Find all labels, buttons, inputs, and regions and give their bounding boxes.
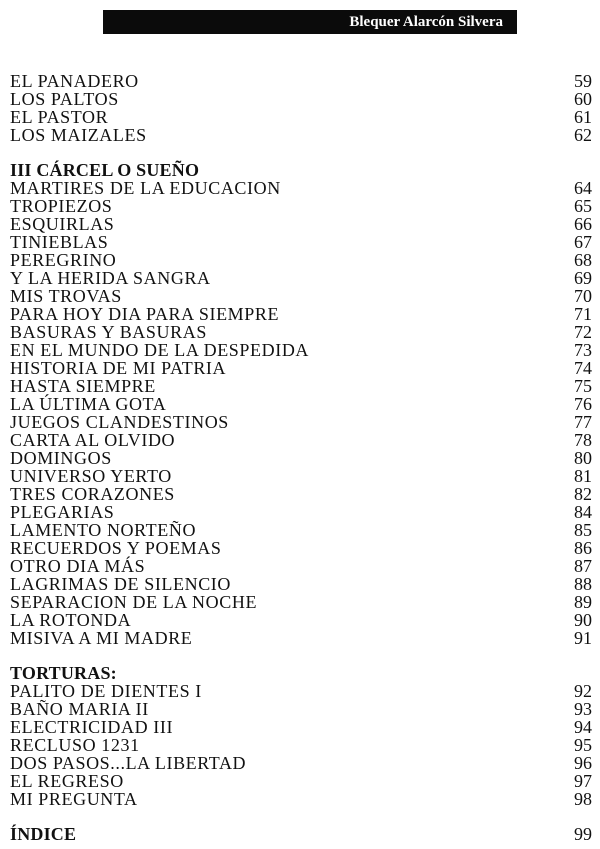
toc-entry[interactable] [10,611,592,629]
toc-entry-title: LAGRIMAS DE SILENCIO [10,574,231,594]
toc-entry[interactable] [10,215,592,233]
toc-entry-page: 71 [574,304,592,324]
toc-entry-page: 87 [574,556,592,576]
section-spacer [10,808,592,825]
toc-entry-title: EL REGRESO [10,771,124,791]
toc-entry-page: 68 [574,250,592,270]
toc-entry-title: PLEGARIAS [10,502,115,522]
toc-entry[interactable] [10,539,592,557]
toc-entry-title: MISIVA A MI MADRE [10,628,193,648]
toc-entry-page: 75 [574,376,592,396]
toc-entry[interactable] [10,718,592,736]
toc-entry-title: CARTA AL OLVIDO [10,430,176,450]
toc-entry-page: 95 [574,735,592,755]
toc-entry-page: 66 [574,214,592,234]
toc-entry-page: 93 [574,699,592,719]
toc-entry-title: RECLUSO 1231 [10,735,140,755]
toc-entry[interactable] [10,359,592,377]
toc-entry-title: HISTORIA DE MI PATRIA [10,358,227,378]
toc-entry-page: 80 [574,448,592,468]
toc-entry-title: Y LA HERIDA SANGRA [10,268,211,288]
toc-entry-title: EL PASTOR [10,107,109,127]
toc-entry-page: 98 [574,789,592,809]
toc-entry[interactable] [10,503,592,521]
toc-entry-title: TINIEBLAS [10,232,109,252]
toc-index-title: ÍNDICE [10,824,77,844]
toc-entry-page: 62 [574,125,592,145]
toc-entry-page: 65 [574,196,592,216]
toc-entry-title: TRES CORAZONES [10,484,175,504]
toc-entry-page: 96 [574,753,592,773]
toc-entry[interactable] [10,126,592,144]
toc-entry[interactable] [10,736,592,754]
toc-entry-page: 85 [574,520,592,540]
toc-entry[interactable] [10,790,592,808]
toc-entry-title: MI PREGUNTA [10,789,138,809]
toc-entry-title: PARA HOY DIA PARA SIEMPRE [10,304,280,324]
toc-entry-title: TROPIEZOS [10,196,113,216]
toc-entry-title: RECUERDOS Y POEMAS [10,538,222,558]
toc-entry[interactable] [10,521,592,539]
toc-entry[interactable] [10,629,592,647]
toc-entry-title: LA ROTONDA [10,610,132,630]
toc-entry[interactable] [10,233,592,251]
toc-entry-title: OTRO DIA MÁS [10,556,146,576]
toc-entry-title: SEPARACION DE LA NOCHE [10,592,258,612]
toc-entry-title: JUEGOS CLANDESTINOS [10,412,229,432]
toc-entry[interactable] [10,467,592,485]
toc-entry-page: 81 [574,466,592,486]
toc-entry[interactable] [10,341,592,359]
toc-entry-page: 73 [574,340,592,360]
toc-entry[interactable] [10,395,592,413]
toc-entry-page: 86 [574,538,592,558]
toc-entry-page: 72 [574,322,592,342]
toc-entry[interactable] [10,72,592,90]
toc-entry[interactable] [10,269,592,287]
toc-entry-page: 61 [574,107,592,127]
toc-entry-page: 88 [574,574,592,594]
toc-entry[interactable] [10,251,592,269]
toc-entry-page: 77 [574,412,592,432]
toc-entry[interactable] [10,431,592,449]
toc-entry-title: EL PANADERO [10,71,139,91]
toc-entry[interactable] [10,90,592,108]
toc-entry[interactable] [10,197,592,215]
toc-entry-title: LOS PALTOS [10,89,119,109]
toc-entry-title: LAMENTO NORTEÑO [10,520,197,540]
toc-entry-title: BAÑO MARIA II [10,699,149,719]
toc-entry-title: BASURAS Y BASURAS [10,322,207,342]
toc-entry[interactable] [10,179,592,197]
toc-entry[interactable] [10,108,592,126]
toc-entry-title: EN EL MUNDO DE LA DESPEDIDA [10,340,310,360]
toc-entry[interactable] [10,557,592,575]
toc-entry-title: LOS MAIZALES [10,125,147,145]
toc-entry-page: 60 [574,89,592,109]
toc-entry-index[interactable] [10,825,592,843]
toc-entry-title: UNIVERSO YERTO [10,466,172,486]
section-spacer [10,647,592,664]
author-name: Blequer Alarcón Silvera [349,14,503,30]
toc-entry-title: ELECTRICIDAD III [10,717,174,737]
toc-entry[interactable] [10,772,592,790]
toc-entry[interactable] [10,377,592,395]
toc-entry[interactable] [10,593,592,611]
toc-entry-title: LA ÚLTIMA GOTA [10,394,167,414]
toc-entry-page: 97 [574,771,592,791]
toc-entry-page: 78 [574,430,592,450]
toc-entry-page: 70 [574,286,592,306]
toc-entry[interactable] [10,575,592,593]
section-heading: III CÁRCEL O SUEÑO [10,160,200,180]
toc-entry[interactable] [10,449,592,467]
toc-entry[interactable] [10,682,592,700]
toc-entry-page: 94 [574,717,592,737]
toc-entry[interactable] [10,323,592,341]
running-header [103,10,517,34]
toc-entry[interactable] [10,754,592,772]
toc-entry[interactable] [10,413,592,431]
table-of-contents [10,72,592,843]
toc-entry-page: 59 [574,71,592,91]
toc-entry-page: 82 [574,484,592,504]
toc-entry[interactable] [10,485,592,503]
toc-entry[interactable] [10,287,592,305]
toc-entry-page: 91 [574,628,592,648]
toc-entry-title: PALITO DE DIENTES I [10,681,202,701]
toc-entry-title: PEREGRINO [10,250,117,270]
section-spacer [10,144,592,161]
toc-entry-page: 74 [574,358,592,378]
toc-entry-page: 90 [574,610,592,630]
toc-entry-page: 69 [574,268,592,288]
toc-entry-title: DOMINGOS [10,448,112,468]
toc-entry-page: 92 [574,681,592,701]
toc-entry-title: MIS TROVAS [10,286,122,306]
toc-entry-page: 76 [574,394,592,414]
toc-entry-page: 64 [574,178,592,198]
toc-entry-title: HASTA SIEMPRE [10,376,156,396]
toc-entry-title: MARTIRES DE LA EDUCACION [10,178,281,198]
toc-entry-page: 67 [574,232,592,252]
toc-entry[interactable] [10,700,592,718]
toc-entry-page: 89 [574,592,592,612]
toc-entry-title: ESQUIRLAS [10,214,115,234]
toc-index-page: 99 [574,824,592,844]
toc-entry[interactable] [10,305,592,323]
section-heading: TORTURAS: [10,663,117,683]
toc-entry-page: 84 [574,502,592,522]
toc-entry-title: DOS PASOS...LA LIBERTAD [10,753,247,773]
